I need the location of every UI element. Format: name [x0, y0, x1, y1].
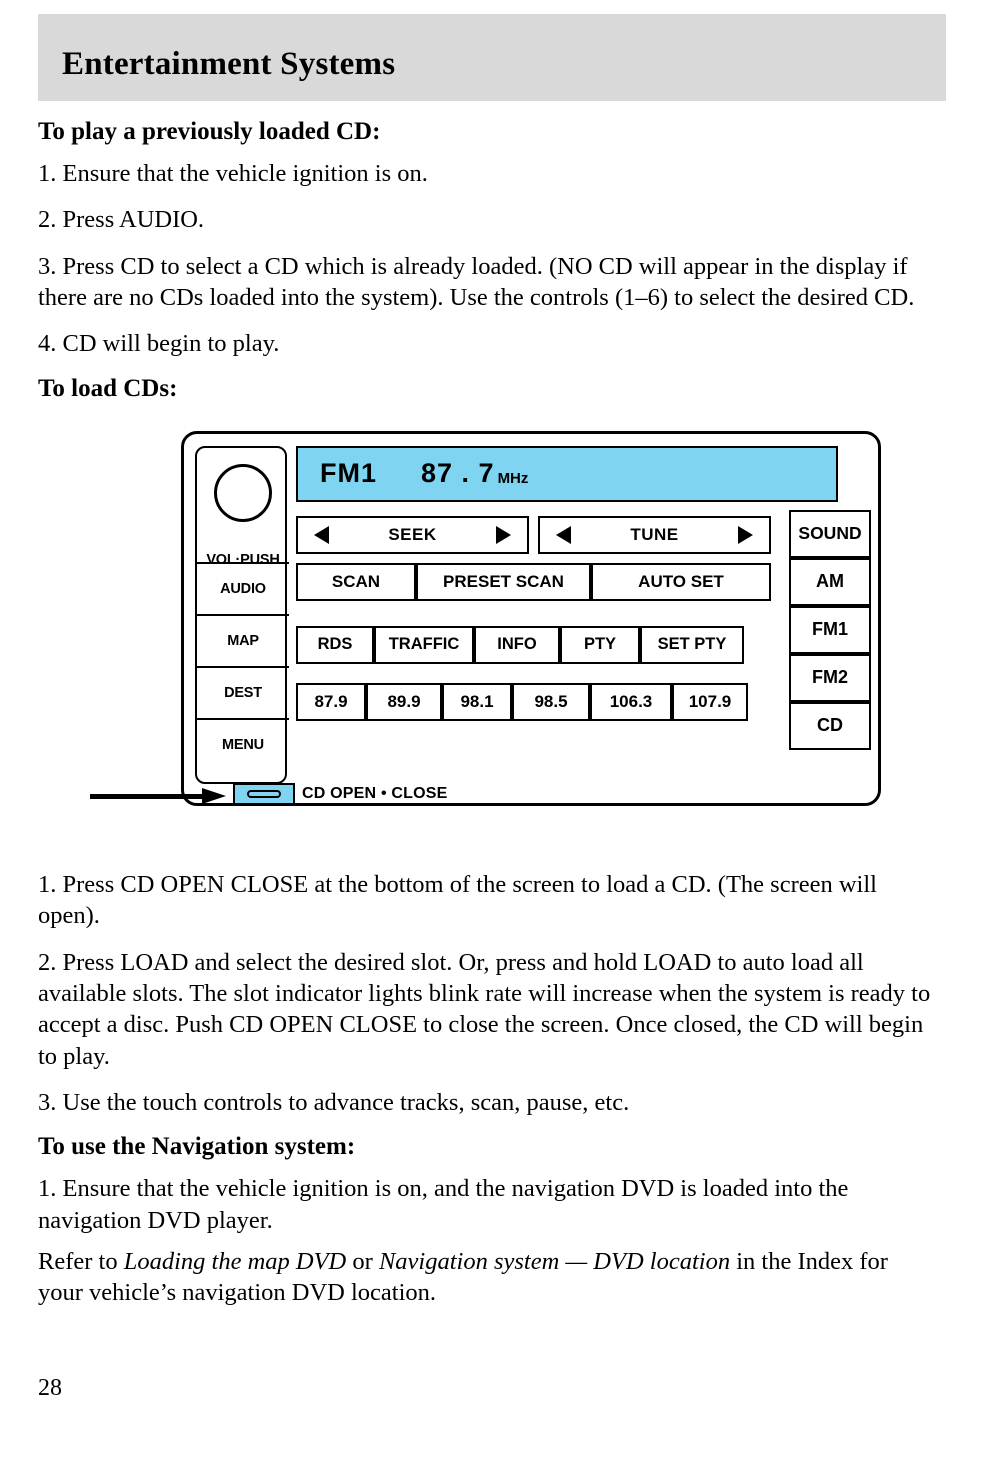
nav-refer-note	[38, 1246, 938, 1309]
pty-button[interactable]: PTY	[560, 626, 640, 664]
menu-button[interactable]: MENU	[197, 718, 289, 770]
page-number: 28	[38, 1375, 62, 1401]
am-button[interactable]: AM	[789, 558, 871, 606]
nav-refer-italic-1: Loading the map DVD	[123, 1248, 347, 1276]
load-step-1: 1. Press CD OPEN CLOSE at the bottom of the screen to load a CD. (The screen will open).	[38, 870, 877, 930]
preset-button-4[interactable]: 98.5	[512, 683, 590, 721]
nav-refer-italic-2: Navigation system — DVD location	[378, 1248, 731, 1276]
seek-right-arrow-icon[interactable]	[496, 526, 511, 544]
cd-slot-icon[interactable]	[233, 783, 295, 805]
sound-button[interactable]: SOUND	[789, 510, 871, 558]
left-button-column	[195, 446, 287, 784]
auto-set-button[interactable]: AUTO SET	[591, 563, 771, 601]
fm2-button[interactable]: FM2	[789, 654, 871, 702]
radio-unit	[181, 431, 881, 806]
cd-open-close-label: CD OPEN • CLOSE	[302, 784, 448, 802]
rds-button[interactable]: RDS	[296, 626, 374, 664]
radio-display	[296, 446, 838, 502]
load-step-3: 3. Use the touch controls to advance tracks, scan, pause, etc.	[38, 1088, 630, 1116]
cd-open-close-control[interactable]	[233, 783, 448, 805]
tune-left-arrow-icon[interactable]	[556, 526, 571, 544]
play-step-3: 3. Press CD to select a CD which is already loaded. (NO CD will appear in the display if there are no CDs loaded into the system). Use the controls (1–6) to select the desired CD.	[38, 252, 915, 312]
nav-refer-mid: or	[346, 1248, 379, 1276]
display-band: FM1	[320, 458, 377, 489]
seek-label: SEEK	[388, 524, 437, 544]
scan-button[interactable]: SCAN	[296, 563, 416, 601]
callout-arrow-icon	[90, 789, 236, 803]
preset-button-2[interactable]: 89.9	[366, 683, 442, 721]
preset-button-1[interactable]: 87.9	[296, 683, 366, 721]
volume-knob[interactable]	[214, 464, 272, 522]
seek-left-arrow-icon[interactable]	[314, 526, 329, 544]
seek-control[interactable]	[296, 516, 529, 554]
play-step-2: 2. Press AUDIO.	[38, 206, 205, 234]
play-step-4: 4. CD will begin to play.	[38, 330, 280, 358]
audio-button[interactable]: AUDIO	[197, 562, 289, 614]
preset-button-3[interactable]: 98.1	[442, 683, 512, 721]
right-button-column	[789, 510, 871, 750]
page-title: Entertainment Systems	[62, 46, 396, 82]
play-step-1: 1. Ensure that the vehicle ignition is on.	[38, 160, 428, 187]
map-button[interactable]: MAP	[197, 614, 289, 666]
page-content	[38, 118, 938, 1324]
nav-step-1: 1. Ensure that the vehicle ignition is on, and the navigation DVD is loaded into the navigation DVD player.	[38, 1175, 849, 1234]
vol-push-label: VOL·PUSH	[206, 551, 280, 568]
tune-right-arrow-icon[interactable]	[738, 526, 753, 544]
preset-button-5[interactable]: 106.3	[590, 683, 672, 721]
set-pty-button[interactable]: SET PTY	[640, 626, 744, 664]
nav-refer-pre: Refer to	[38, 1248, 124, 1276]
heading-load-cds: To load CDs:	[38, 374, 178, 402]
preset-scan-button[interactable]: PRESET SCAN	[416, 563, 591, 601]
heading-play-loaded-cd: To play a previously loaded CD:	[38, 118, 381, 145]
fm1-button[interactable]: FM1	[789, 606, 871, 654]
tune-label: TUNE	[630, 524, 679, 544]
info-button[interactable]: INFO	[474, 626, 560, 664]
tune-control[interactable]	[538, 516, 771, 554]
load-step-2: 2. Press LOAD and select the desired slot. Or, press and hold LOAD to auto load all available slots. The slot indicator lights blink rate will increase when the system is ready to accept a disc. Push CD OPEN CLOSE to close the screen. Once closed, the CD will begin to play.	[38, 948, 931, 1070]
dest-button[interactable]: DEST	[197, 666, 289, 718]
traffic-button[interactable]: TRAFFIC	[374, 626, 474, 664]
heading-navigation-system: To use the Navigation system:	[38, 1133, 356, 1161]
nav-refer-post: in the Index for your vehicle’s navigation DVD location.	[38, 1248, 888, 1307]
touch-screen-area	[296, 446, 871, 784]
preset-button-6[interactable]: 107.9	[672, 683, 748, 721]
display-frequency-unit: MHz	[497, 469, 529, 487]
cd-button[interactable]: CD	[789, 702, 871, 750]
display-frequency: 87 . 7	[421, 458, 495, 489]
radio-faceplate-diagram	[38, 431, 938, 851]
